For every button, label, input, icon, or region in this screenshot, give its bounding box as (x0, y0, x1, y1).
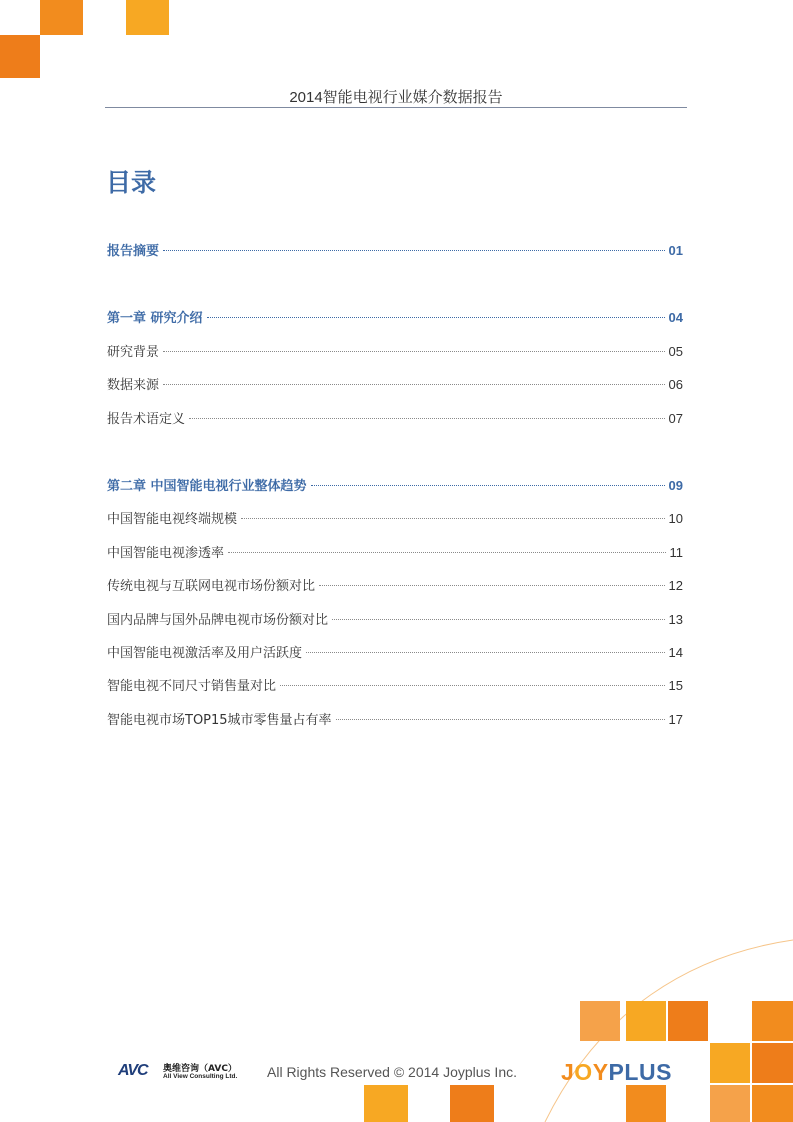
joyplus-logo: JOYPLUS (561, 1059, 672, 1085)
toc-entry-label: 数据来源 (107, 378, 160, 394)
toc-entry[interactable] (107, 542, 683, 575)
dot-leader (311, 485, 665, 486)
toc-entry-page: 01 (668, 243, 683, 258)
dot-leader (336, 719, 665, 720)
header-title: 2014智能电视行业媒介数据报告 (289, 89, 503, 106)
dot-leader (332, 619, 665, 620)
toc-entry-label: 报告摘要 (107, 244, 160, 259)
toc-entry-label: 中国智能电视激活率及用户活跃度 (107, 645, 303, 661)
toc-entry-label: 中国智能电视终端规模 (107, 512, 238, 528)
toc-entry[interactable] (107, 408, 683, 441)
toc-entry-chapter-1[interactable] (107, 307, 683, 340)
decor-square (40, 0, 83, 35)
dot-leader (280, 685, 665, 686)
toc-entry[interactable] (107, 508, 683, 541)
toc-entry[interactable] (107, 341, 683, 374)
toc-entry-page: 04 (668, 310, 683, 326)
toc-entry-label: 中国智能电视渗透率 (107, 545, 225, 561)
dot-leader (228, 552, 665, 553)
copyright-text: All Rights Reserved © 2014 Joyplus Inc. (267, 1064, 517, 1080)
toc-entry-page: 06 (668, 377, 683, 393)
dot-leader (306, 652, 665, 653)
toc-entry[interactable] (107, 575, 683, 608)
toc-entry-page: 10 (668, 511, 683, 527)
header-divider (105, 107, 687, 108)
dot-leader (163, 384, 665, 385)
toc-entry-label: 研究背景 (107, 344, 160, 360)
toc-entry-page: 13 (668, 611, 683, 627)
decor-square (126, 0, 169, 35)
dot-leader (189, 418, 665, 419)
toc-entry-page: 11 (669, 544, 683, 560)
table-of-contents (107, 240, 683, 742)
toc-entry-page: 17 (668, 711, 683, 727)
toc-entry[interactable] (107, 609, 683, 642)
toc-entry-label: 传统电视与互联网电视市场份额对比 (107, 579, 316, 595)
avc-name-en: All View Consulting Ltd. (163, 1073, 238, 1080)
toc-entry-page: 15 (668, 678, 683, 694)
dot-leader (319, 585, 665, 586)
toc-heading: 目录 (106, 168, 157, 197)
dot-leader (163, 351, 665, 352)
toc-entry-label: 智能电视不同尺寸销售量对比 (107, 679, 277, 695)
toc-entry-page: 09 (668, 477, 683, 493)
toc-entry-label: 国内品牌与国外品牌电视市场份额对比 (107, 612, 329, 628)
toc-entry-page: 05 (668, 343, 683, 359)
toc-entry-page: 07 (668, 410, 683, 426)
toc-entry[interactable] (107, 374, 683, 407)
avc-logo-mark: AVC (118, 1062, 148, 1079)
toc-entry-label: 第二章 中国智能电视行业整体趋势 (107, 478, 307, 494)
toc-entry[interactable] (107, 642, 683, 675)
dot-leader (241, 518, 665, 519)
toc-entry-summary[interactable] (107, 240, 683, 273)
toc-entry-label: 智能电视市场TOP15城市零售量占有率 (107, 712, 332, 728)
toc-entry-chapter-2[interactable] (107, 475, 683, 508)
decor-square (0, 35, 40, 78)
toc-entry[interactable] (107, 675, 683, 708)
dot-leader (163, 250, 665, 251)
toc-entry-label: 第一章 研究介绍 (107, 311, 203, 327)
toc-entry-page: 12 (668, 578, 683, 594)
toc-entry[interactable] (107, 709, 683, 742)
dot-leader (207, 317, 665, 318)
toc-entry-page: 14 (668, 644, 683, 660)
avc-logo (118, 1062, 258, 1084)
avc-name-cn: 奥维咨询（AVC） (163, 1064, 237, 1074)
toc-entry-label: 报告术语定义 (107, 411, 186, 427)
